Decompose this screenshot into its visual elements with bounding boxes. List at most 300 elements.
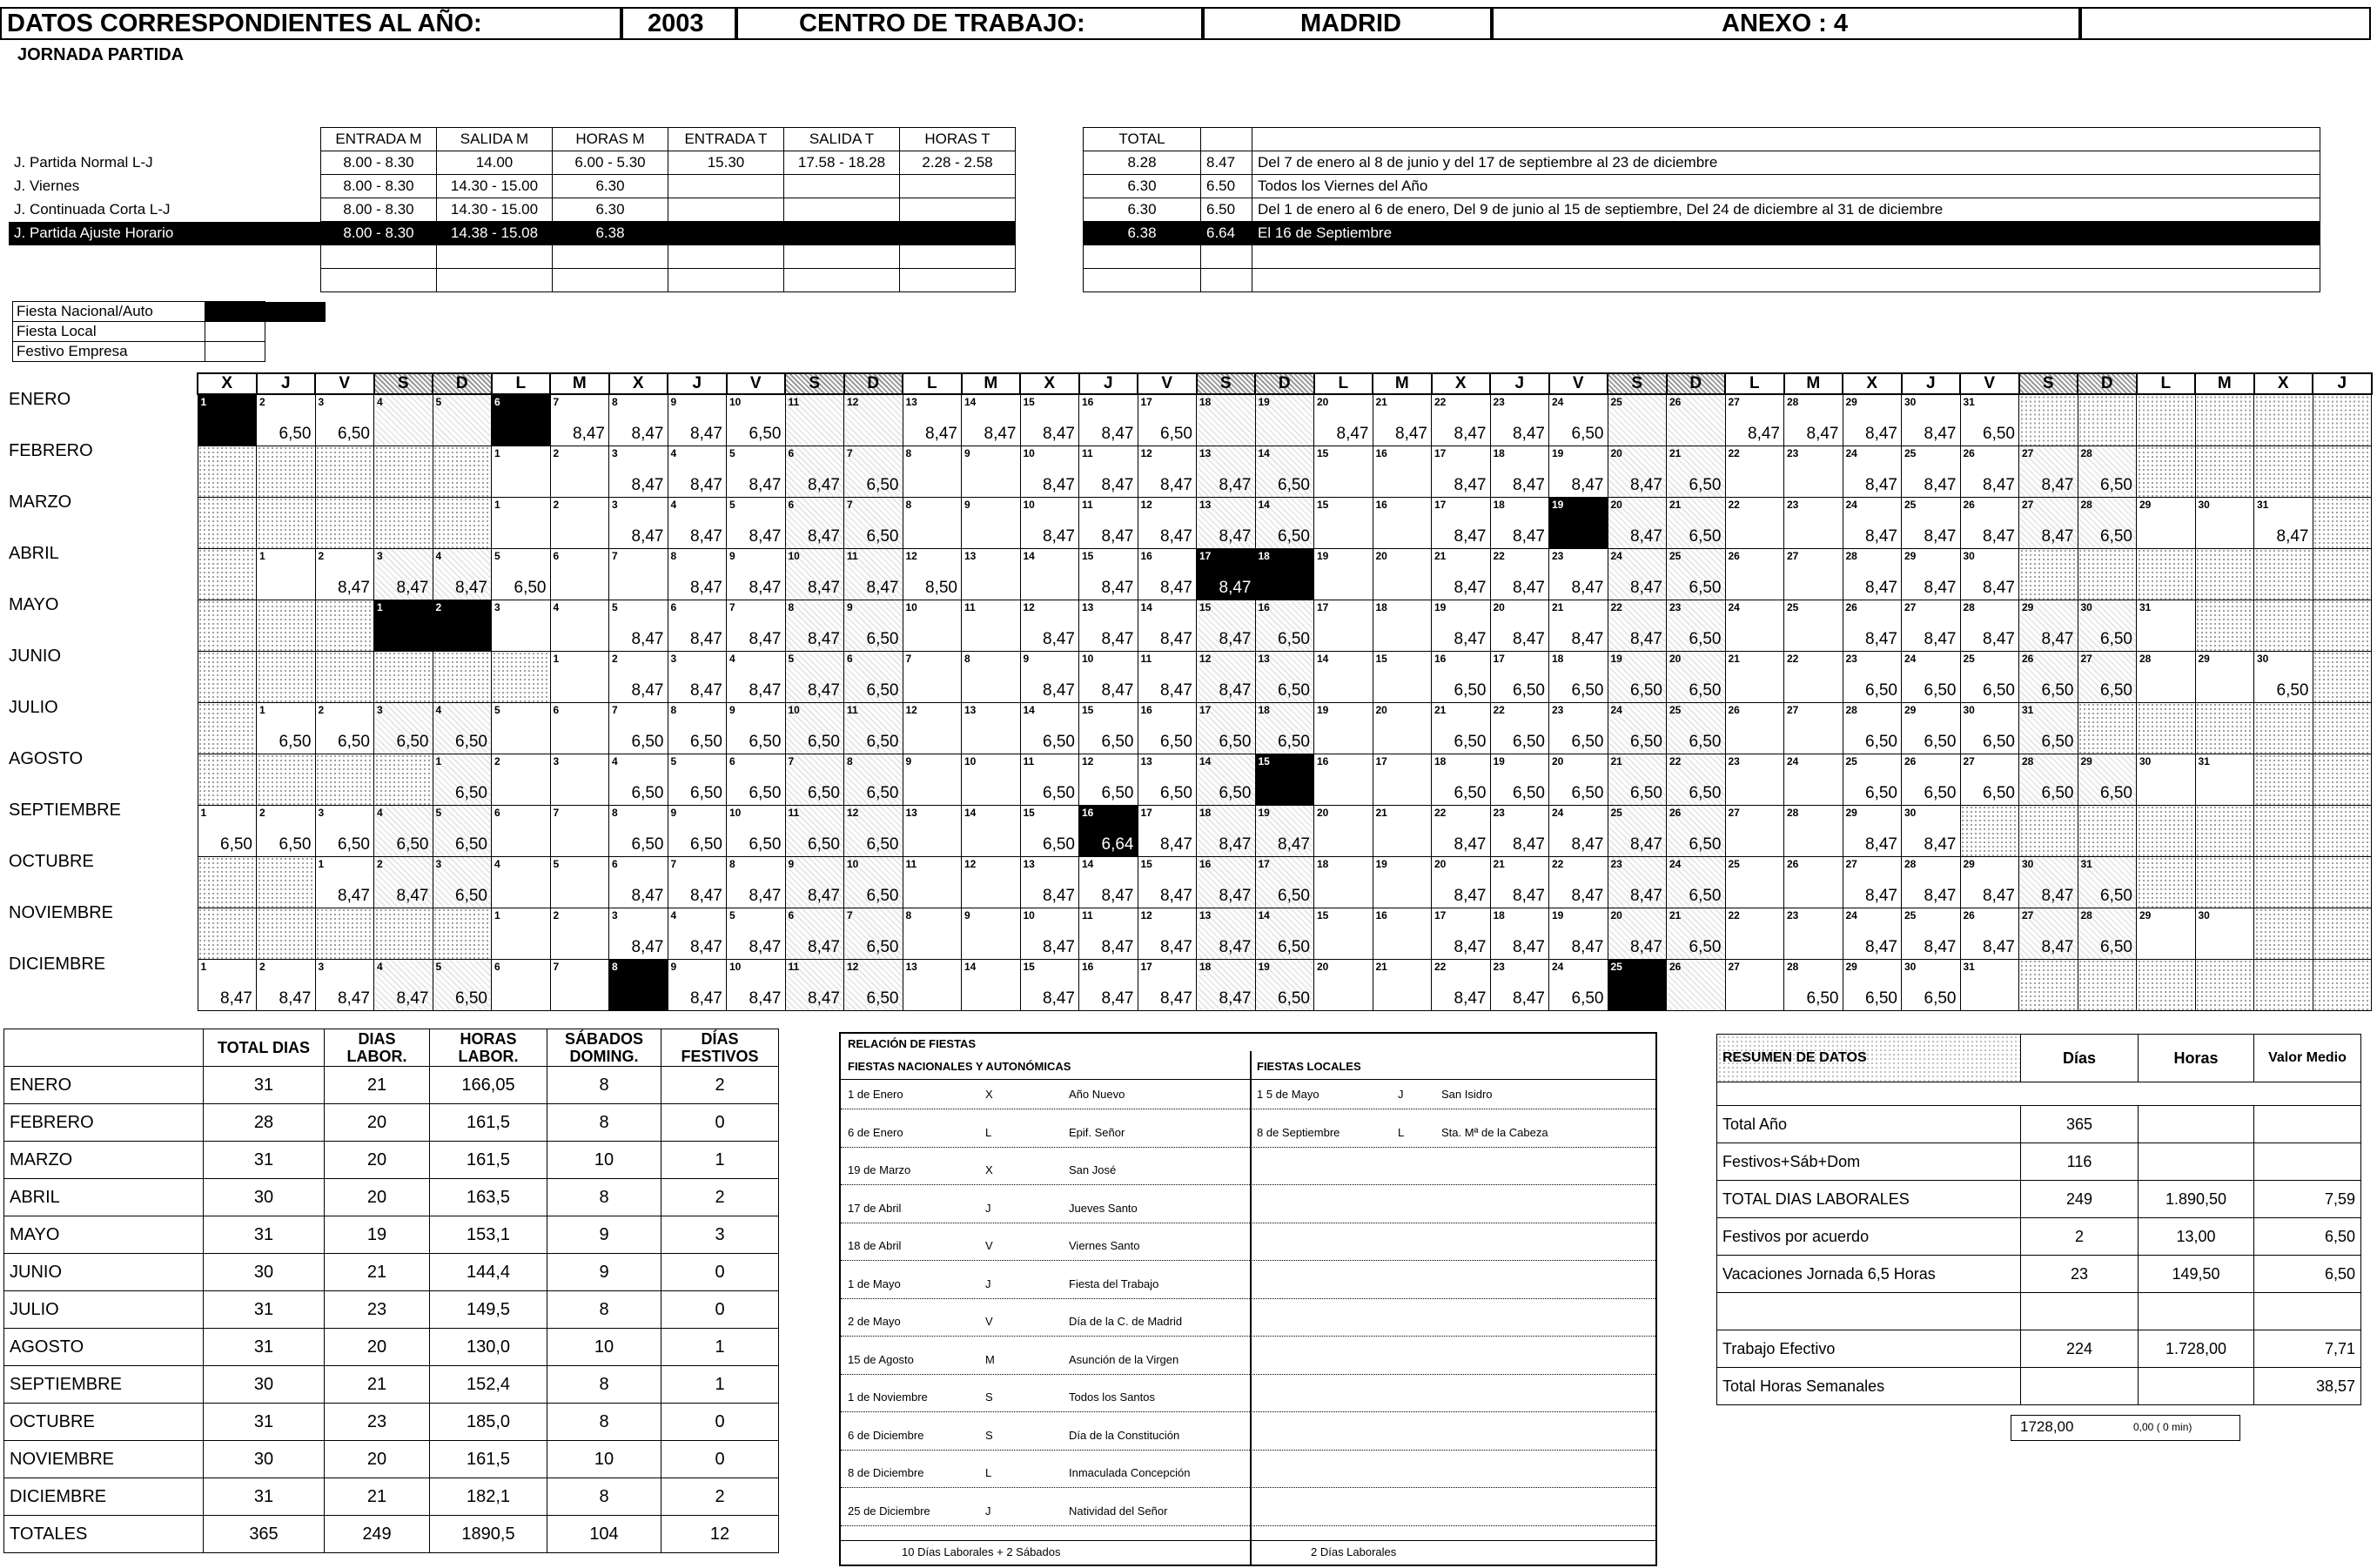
day-cell[interactable] <box>315 805 374 856</box>
day-cell[interactable] <box>1608 446 1667 497</box>
day-cell[interactable] <box>903 959 962 1010</box>
day-cell[interactable] <box>785 856 844 908</box>
day-cell[interactable] <box>550 497 609 548</box>
day-cell[interactable] <box>1667 805 1726 856</box>
day-cell[interactable] <box>1079 548 1138 600</box>
day-cell[interactable] <box>1020 497 1079 548</box>
day-cell[interactable] <box>1608 856 1667 908</box>
day-cell[interactable] <box>1020 856 1079 908</box>
day-cell[interactable] <box>1197 394 1256 446</box>
day-cell[interactable] <box>962 446 1021 497</box>
shift-row[interactable] <box>9 175 1016 198</box>
day-cell[interactable] <box>962 908 1021 959</box>
day-cell[interactable] <box>962 394 1021 446</box>
day-cell[interactable] <box>433 805 492 856</box>
day-cell[interactable] <box>1079 446 1138 497</box>
day-cell[interactable] <box>257 394 316 446</box>
day-cell[interactable] <box>1373 600 1432 651</box>
day-cell[interactable] <box>668 805 727 856</box>
day-cell[interactable] <box>1784 702 1843 754</box>
day-cell[interactable] <box>727 702 786 754</box>
day-cell[interactable] <box>1902 959 1961 1010</box>
day-cell[interactable] <box>1432 600 1491 651</box>
day-cell[interactable] <box>1020 651 1079 702</box>
day-cell[interactable] <box>785 959 844 1010</box>
day-cell[interactable] <box>903 600 962 651</box>
day-cell[interactable] <box>903 805 962 856</box>
day-cell[interactable] <box>609 548 668 600</box>
day-cell[interactable] <box>727 548 786 600</box>
day-cell[interactable] <box>374 959 433 1010</box>
day-cell[interactable] <box>374 856 433 908</box>
day-cell[interactable] <box>1725 497 1784 548</box>
day-cell[interactable] <box>844 908 903 959</box>
day-cell[interactable] <box>550 959 609 1010</box>
day-cell[interactable] <box>1843 908 1902 959</box>
day-cell[interactable] <box>492 908 551 959</box>
day-cell[interactable] <box>1784 600 1843 651</box>
day-cell[interactable] <box>550 446 609 497</box>
day-cell[interactable] <box>492 754 551 805</box>
day-cell[interactable] <box>1843 394 1902 446</box>
day-cell[interactable] <box>1960 908 2019 959</box>
day-cell[interactable] <box>1079 600 1138 651</box>
day-cell[interactable] <box>1902 548 1961 600</box>
day-cell[interactable] <box>727 754 786 805</box>
day-cell[interactable] <box>727 959 786 1010</box>
day-cell[interactable] <box>1490 908 1549 959</box>
day-cell[interactable] <box>1667 446 1726 497</box>
day-cell[interactable] <box>1373 908 1432 959</box>
day-cell[interactable] <box>903 754 962 805</box>
day-cell[interactable] <box>903 651 962 702</box>
day-cell[interactable] <box>1373 548 1432 600</box>
day-cell[interactable] <box>550 805 609 856</box>
day-cell[interactable] <box>1667 548 1726 600</box>
day-cell[interactable] <box>785 548 844 600</box>
day-cell[interactable] <box>1079 497 1138 548</box>
day-cell[interactable] <box>785 446 844 497</box>
day-cell[interactable] <box>1549 959 1608 1010</box>
day-cell[interactable] <box>1549 548 1608 600</box>
day-cell[interactable] <box>1725 600 1784 651</box>
day-cell[interactable] <box>1138 702 1197 754</box>
day-cell[interactable] <box>727 497 786 548</box>
day-cell[interactable] <box>257 548 316 600</box>
day-cell[interactable] <box>609 600 668 651</box>
day-cell[interactable] <box>1960 702 2019 754</box>
day-cell[interactable] <box>1902 856 1961 908</box>
day-cell[interactable] <box>668 600 727 651</box>
day-cell[interactable] <box>668 856 727 908</box>
shift-row[interactable] <box>9 198 1016 222</box>
day-cell[interactable] <box>785 805 844 856</box>
day-cell[interactable] <box>609 805 668 856</box>
day-cell[interactable] <box>1314 754 1373 805</box>
day-cell[interactable] <box>609 497 668 548</box>
day-cell[interactable] <box>1314 600 1373 651</box>
day-cell[interactable] <box>668 651 727 702</box>
day-cell[interactable] <box>1255 908 1314 959</box>
day-cell[interactable] <box>1197 856 1256 908</box>
day-cell[interactable] <box>844 959 903 1010</box>
day-cell[interactable] <box>1902 702 1961 754</box>
day-cell[interactable] <box>844 394 903 446</box>
day-cell[interactable] <box>962 548 1021 600</box>
day-cell[interactable] <box>1314 959 1373 1010</box>
day-cell[interactable] <box>668 548 727 600</box>
day-cell[interactable] <box>727 446 786 497</box>
day-cell[interactable] <box>1138 908 1197 959</box>
day-cell[interactable] <box>1432 702 1491 754</box>
day-cell[interactable] <box>315 702 374 754</box>
day-cell[interactable] <box>1667 394 1726 446</box>
day-cell[interactable] <box>2137 754 2196 805</box>
day-cell[interactable] <box>492 394 551 446</box>
day-cell[interactable] <box>1255 856 1314 908</box>
day-cell[interactable] <box>785 497 844 548</box>
day-cell[interactable] <box>433 394 492 446</box>
day-cell[interactable] <box>2078 497 2137 548</box>
day-cell[interactable] <box>668 908 727 959</box>
day-cell[interactable] <box>1608 908 1667 959</box>
day-cell[interactable] <box>1255 959 1314 1010</box>
day-cell[interactable] <box>2019 600 2078 651</box>
day-cell[interactable] <box>1314 394 1373 446</box>
day-cell[interactable] <box>492 959 551 1010</box>
day-cell[interactable] <box>1608 600 1667 651</box>
day-cell[interactable] <box>1432 497 1491 548</box>
day-cell[interactable] <box>1490 856 1549 908</box>
day-cell[interactable] <box>433 754 492 805</box>
day-cell[interactable] <box>1490 497 1549 548</box>
day-cell[interactable] <box>550 394 609 446</box>
day-cell[interactable] <box>1667 497 1726 548</box>
day-cell[interactable] <box>1608 497 1667 548</box>
day-cell[interactable] <box>1432 805 1491 856</box>
day-cell[interactable] <box>1667 959 1726 1010</box>
day-cell[interactable] <box>1667 600 1726 651</box>
day-cell[interactable] <box>1784 446 1843 497</box>
day-cell[interactable] <box>1843 959 1902 1010</box>
day-cell[interactable] <box>315 394 374 446</box>
day-cell[interactable] <box>550 548 609 600</box>
day-cell[interactable] <box>1490 651 1549 702</box>
day-cell[interactable] <box>1138 754 1197 805</box>
day-cell[interactable] <box>1843 497 1902 548</box>
day-cell[interactable] <box>1608 754 1667 805</box>
day-cell[interactable] <box>727 856 786 908</box>
day-cell[interactable] <box>2078 908 2137 959</box>
day-cell[interactable] <box>1490 702 1549 754</box>
day-cell[interactable] <box>1197 754 1256 805</box>
day-cell[interactable] <box>1490 959 1549 1010</box>
day-cell[interactable] <box>609 651 668 702</box>
day-cell[interactable] <box>1079 908 1138 959</box>
day-cell[interactable] <box>1079 856 1138 908</box>
day-cell[interactable] <box>962 805 1021 856</box>
day-cell[interactable] <box>727 805 786 856</box>
day-cell[interactable] <box>2195 651 2254 702</box>
day-cell[interactable] <box>1197 651 1256 702</box>
day-cell[interactable] <box>1549 754 1608 805</box>
day-cell[interactable] <box>1255 394 1314 446</box>
day-cell[interactable] <box>550 754 609 805</box>
day-cell[interactable] <box>1255 446 1314 497</box>
day-cell[interactable] <box>1608 959 1667 1010</box>
day-cell[interactable] <box>433 600 492 651</box>
day-cell[interactable] <box>844 548 903 600</box>
day-cell[interactable] <box>962 754 1021 805</box>
day-cell[interactable] <box>668 497 727 548</box>
day-cell[interactable] <box>1784 959 1843 1010</box>
day-cell[interactable] <box>198 959 257 1010</box>
day-cell[interactable] <box>1314 651 1373 702</box>
day-cell[interactable] <box>785 600 844 651</box>
day-cell[interactable] <box>2137 600 2196 651</box>
day-cell[interactable] <box>962 702 1021 754</box>
day-cell[interactable] <box>1432 959 1491 1010</box>
day-cell[interactable] <box>1255 702 1314 754</box>
day-cell[interactable] <box>1843 548 1902 600</box>
day-cell[interactable] <box>1490 548 1549 600</box>
day-cell[interactable] <box>1667 908 1726 959</box>
day-cell[interactable] <box>374 702 433 754</box>
day-cell[interactable] <box>609 959 668 1010</box>
day-cell[interactable] <box>1079 702 1138 754</box>
day-cell[interactable] <box>1549 600 1608 651</box>
day-cell[interactable] <box>2078 754 2137 805</box>
day-cell[interactable] <box>1020 959 1079 1010</box>
day-cell[interactable] <box>492 805 551 856</box>
day-cell[interactable] <box>550 908 609 959</box>
day-cell[interactable] <box>1138 959 1197 1010</box>
day-cell[interactable] <box>1197 805 1256 856</box>
day-cell[interactable] <box>1960 754 2019 805</box>
day-cell[interactable] <box>1432 754 1491 805</box>
day-cell[interactable] <box>1432 856 1491 908</box>
day-cell[interactable] <box>1608 548 1667 600</box>
day-cell[interactable] <box>1020 394 1079 446</box>
day-cell[interactable] <box>609 856 668 908</box>
day-cell[interactable] <box>1138 805 1197 856</box>
day-cell[interactable] <box>1608 651 1667 702</box>
day-cell[interactable] <box>2019 497 2078 548</box>
day-cell[interactable] <box>1197 446 1256 497</box>
day-cell[interactable] <box>1549 856 1608 908</box>
day-cell[interactable] <box>1373 394 1432 446</box>
day-cell[interactable] <box>315 548 374 600</box>
day-cell[interactable] <box>609 908 668 959</box>
day-cell[interactable] <box>962 651 1021 702</box>
day-cell[interactable] <box>727 651 786 702</box>
day-cell[interactable] <box>1432 651 1491 702</box>
day-cell[interactable] <box>1725 394 1784 446</box>
day-cell[interactable] <box>2019 651 2078 702</box>
day-cell[interactable] <box>1314 446 1373 497</box>
day-cell[interactable] <box>1373 651 1432 702</box>
day-cell[interactable] <box>433 959 492 1010</box>
day-cell[interactable] <box>1843 702 1902 754</box>
day-cell[interactable] <box>2254 651 2313 702</box>
day-cell[interactable] <box>257 959 316 1010</box>
day-cell[interactable] <box>1902 754 1961 805</box>
day-cell[interactable] <box>1960 394 2019 446</box>
shift-row[interactable] <box>9 222 1016 245</box>
day-cell[interactable] <box>2195 908 2254 959</box>
day-cell[interactable] <box>492 600 551 651</box>
day-cell[interactable] <box>1549 702 1608 754</box>
day-cell[interactable] <box>257 805 316 856</box>
day-cell[interactable] <box>492 702 551 754</box>
day-cell[interactable] <box>1549 908 1608 959</box>
day-cell[interactable] <box>1138 497 1197 548</box>
day-cell[interactable] <box>1314 856 1373 908</box>
day-cell[interactable] <box>1314 805 1373 856</box>
day-cell[interactable] <box>668 702 727 754</box>
day-cell[interactable] <box>2019 754 2078 805</box>
day-cell[interactable] <box>374 394 433 446</box>
day-cell[interactable] <box>1960 497 2019 548</box>
shift-row[interactable] <box>9 151 1016 175</box>
day-cell[interactable] <box>433 548 492 600</box>
day-cell[interactable] <box>2078 856 2137 908</box>
day-cell[interactable] <box>1784 754 1843 805</box>
day-cell[interactable] <box>1432 908 1491 959</box>
day-cell[interactable] <box>2137 497 2196 548</box>
day-cell[interactable] <box>2195 497 2254 548</box>
day-cell[interactable] <box>2019 856 2078 908</box>
day-cell[interactable] <box>1725 805 1784 856</box>
day-cell[interactable] <box>1725 959 1784 1010</box>
day-cell[interactable] <box>1255 548 1314 600</box>
day-cell[interactable] <box>1373 856 1432 908</box>
day-cell[interactable] <box>1020 805 1079 856</box>
day-cell[interactable] <box>609 702 668 754</box>
day-cell[interactable] <box>2019 446 2078 497</box>
day-cell[interactable] <box>1549 651 1608 702</box>
day-cell[interactable] <box>1020 908 1079 959</box>
day-cell[interactable] <box>1549 446 1608 497</box>
day-cell[interactable] <box>2078 600 2137 651</box>
day-cell[interactable] <box>1784 805 1843 856</box>
day-cell[interactable] <box>1608 394 1667 446</box>
day-cell[interactable] <box>2137 651 2196 702</box>
day-cell[interactable] <box>844 651 903 702</box>
day-cell[interactable] <box>1725 446 1784 497</box>
day-cell[interactable] <box>1197 497 1256 548</box>
day-cell[interactable] <box>550 600 609 651</box>
day-cell[interactable] <box>2019 702 2078 754</box>
day-cell[interactable] <box>492 856 551 908</box>
day-cell[interactable] <box>844 702 903 754</box>
day-cell[interactable] <box>1079 754 1138 805</box>
day-cell[interactable] <box>1197 908 1256 959</box>
day-cell[interactable] <box>903 446 962 497</box>
day-cell[interactable] <box>1667 754 1726 805</box>
day-cell[interactable] <box>1784 856 1843 908</box>
day-cell[interactable] <box>962 856 1021 908</box>
day-cell[interactable] <box>1079 394 1138 446</box>
day-cell[interactable] <box>1138 856 1197 908</box>
day-cell[interactable] <box>844 497 903 548</box>
day-cell[interactable] <box>1314 548 1373 600</box>
day-cell[interactable] <box>785 394 844 446</box>
day-cell[interactable] <box>2078 651 2137 702</box>
day-cell[interactable] <box>1197 959 1256 1010</box>
day-cell[interactable] <box>1020 754 1079 805</box>
day-cell[interactable] <box>1079 651 1138 702</box>
day-cell[interactable] <box>903 394 962 446</box>
day-cell[interactable] <box>727 908 786 959</box>
day-cell[interactable] <box>1667 702 1726 754</box>
day-cell[interactable] <box>1020 600 1079 651</box>
day-cell[interactable] <box>1960 600 2019 651</box>
day-cell[interactable] <box>785 651 844 702</box>
day-cell[interactable] <box>962 959 1021 1010</box>
day-cell[interactable] <box>1314 908 1373 959</box>
day-cell[interactable] <box>198 805 257 856</box>
day-cell[interactable] <box>668 754 727 805</box>
day-cell[interactable] <box>609 394 668 446</box>
day-cell[interactable] <box>1549 497 1608 548</box>
day-cell[interactable] <box>844 446 903 497</box>
day-cell[interactable] <box>1784 394 1843 446</box>
day-cell[interactable] <box>1020 702 1079 754</box>
day-cell[interactable] <box>1020 446 1079 497</box>
day-cell[interactable] <box>1314 497 1373 548</box>
day-cell[interactable] <box>668 959 727 1010</box>
day-cell[interactable] <box>903 497 962 548</box>
day-cell[interactable] <box>550 702 609 754</box>
day-cell[interactable] <box>1373 754 1432 805</box>
day-cell[interactable] <box>1373 702 1432 754</box>
day-cell[interactable] <box>1843 754 1902 805</box>
day-cell[interactable] <box>1373 959 1432 1010</box>
day-cell[interactable] <box>903 548 962 600</box>
day-cell[interactable] <box>1725 651 1784 702</box>
day-cell[interactable] <box>1255 600 1314 651</box>
day-cell[interactable] <box>1902 600 1961 651</box>
day-cell[interactable] <box>550 651 609 702</box>
day-cell[interactable] <box>1138 548 1197 600</box>
day-cell[interactable] <box>492 548 551 600</box>
day-cell[interactable] <box>1608 805 1667 856</box>
day-cell[interactable] <box>2195 754 2254 805</box>
day-cell[interactable] <box>668 394 727 446</box>
day-cell[interactable] <box>1314 702 1373 754</box>
day-cell[interactable] <box>785 702 844 754</box>
day-cell[interactable] <box>1725 856 1784 908</box>
day-cell[interactable] <box>609 446 668 497</box>
day-cell[interactable] <box>1960 446 2019 497</box>
day-cell[interactable] <box>1843 446 1902 497</box>
day-cell[interactable] <box>844 754 903 805</box>
day-cell[interactable] <box>903 856 962 908</box>
day-cell[interactable] <box>374 600 433 651</box>
day-cell[interactable] <box>433 702 492 754</box>
day-cell[interactable] <box>1784 651 1843 702</box>
day-cell[interactable] <box>1843 856 1902 908</box>
day-cell[interactable] <box>1138 446 1197 497</box>
day-cell[interactable] <box>1725 908 1784 959</box>
day-cell[interactable] <box>2019 908 2078 959</box>
day-cell[interactable] <box>1079 805 1138 856</box>
day-cell[interactable] <box>962 497 1021 548</box>
day-cell[interactable] <box>1490 805 1549 856</box>
day-cell[interactable] <box>785 908 844 959</box>
day-cell[interactable] <box>903 908 962 959</box>
